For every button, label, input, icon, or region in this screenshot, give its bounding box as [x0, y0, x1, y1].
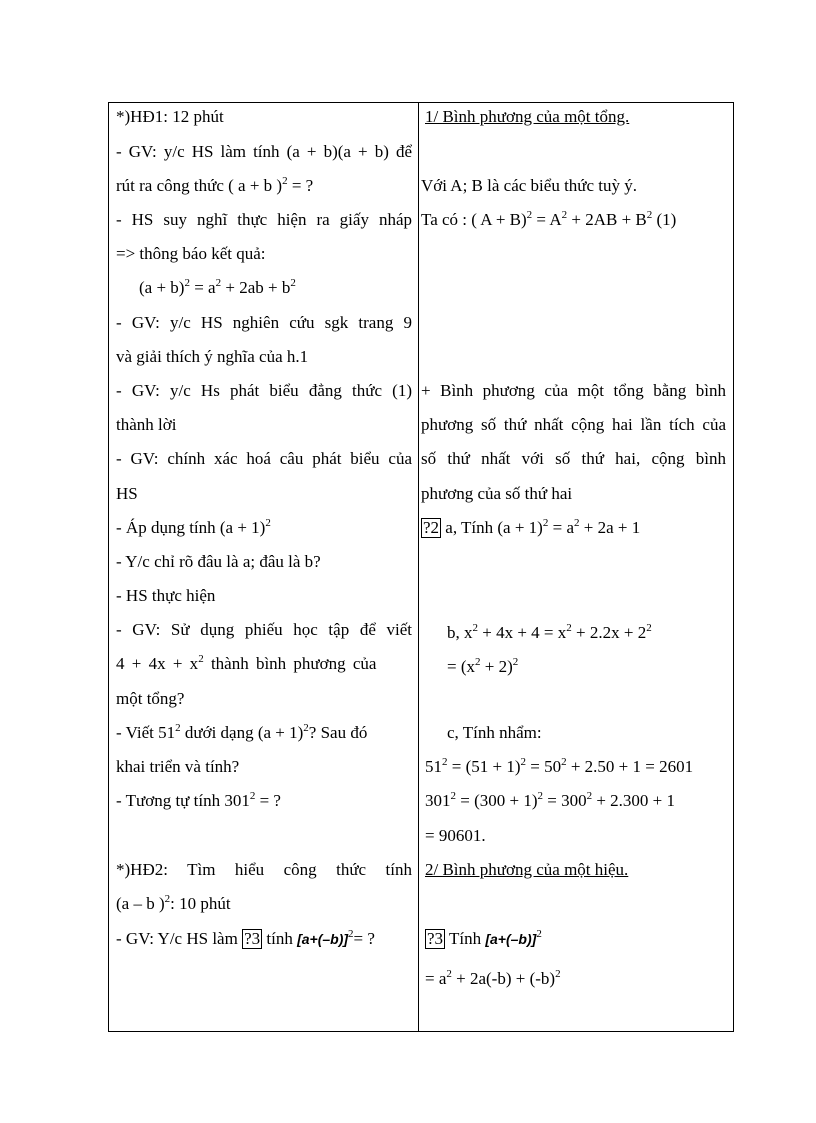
- lesson-table: [108, 102, 734, 1032]
- right-line: Với A; B là các biểu thức tuỳ ý.: [421, 176, 638, 195]
- activity-1-heading: *)HĐ1: 12 phút: [116, 107, 224, 126]
- right-line: = $a^2 + 2a(-b) + (-b)^2$: [425, 968, 561, 988]
- left-line: - GV: y/c HS nghiên cứu sgk trang 9: [116, 313, 412, 332]
- identity-formula: Ta có : ( $A + B)^2 = A^2 + 2AB + B^2$ (1): [421, 209, 677, 229]
- left-line: rút ra công thức ( a + b )$^2$ = ?: [116, 175, 314, 195]
- left-line: - GV: Y/c HS làm ?3 tính $[a+(-b)]^2=$ ?: [116, 928, 375, 948]
- section-2-heading: 2/ Bình phương của một hiệu.: [425, 860, 629, 879]
- section-1-heading: 1/ Bình phương của một tổng.: [425, 107, 630, 126]
- left-line: thành lời: [116, 415, 177, 434]
- activity-2-heading: *)HĐ2: Tìm hiểu công thức tính: [116, 860, 412, 879]
- left-line: => thông báo kết quả:: [116, 244, 266, 263]
- right-line: phương số thứ nhất cộng hai lần tích của: [421, 415, 726, 434]
- left-line: - Tương tự tính $301^2$ = ?: [116, 790, 281, 810]
- right-line: $51^2 = (51 + 1)^2 = 50^2 + 2.50 + 1 = 2601$: [425, 756, 694, 776]
- column-divider: [418, 103, 419, 1031]
- left-line: - Y/c chỉ rõ đâu là a; đâu là b?: [116, 552, 321, 571]
- expression: [a+(–b)]: [485, 931, 537, 947]
- question-box: ?3: [427, 929, 444, 948]
- question-box: ?2: [423, 518, 440, 537]
- left-line: và giải thích ý nghĩa của h.1: [116, 347, 309, 366]
- left-line: - GV: y/c Hs phát biểu đẳng thức (1): [116, 381, 412, 400]
- right-line: số thứ nhất với số thứ hai, cộng bình: [421, 449, 726, 468]
- right-line: ?3 Tính $[a+(-b)]^2$: [427, 928, 542, 948]
- left-line: HS: [116, 484, 138, 503]
- left-line: - Viết $51^2$ dưới dạng $(a + 1)^2$? Sau đó: [116, 722, 368, 742]
- left-line: - HS suy nghĩ thực hiện ra giấy nháp: [116, 210, 412, 229]
- right-line: phương của số thứ hai: [421, 484, 573, 503]
- right-line: ?2 a, Tính $(a + 1)^2 = a^2 + 2a + 1$: [423, 517, 641, 537]
- left-line: - GV: Sử dụng phiếu học tập để viết: [116, 620, 412, 639]
- left-line: - GV: chính xác hoá câu phát biểu của: [116, 449, 412, 468]
- right-line: = 90601.: [425, 826, 486, 845]
- right-line: + Bình phương của một tổng bằng bình: [421, 381, 726, 400]
- left-line: - HS thực hiện: [116, 586, 216, 605]
- left-line: (a – b )$^2$: 10 phút: [116, 893, 231, 913]
- left-line: $4 + 4x + x^2$ thành bình phương của: [116, 653, 377, 673]
- right-line: c, Tính nhẩm:: [447, 723, 542, 742]
- right-line: b, $x^2 + 4x + 4 = x^2 + 2.2x + 2^2$: [447, 622, 652, 642]
- left-line: - GV: y/c HS làm tính (a + b)(a + b) để: [116, 142, 412, 161]
- right-line: $301^2 = (300 + 1)^2 = 300^2 + 2.300 + 1$: [425, 790, 676, 810]
- left-line: khai triển và tính?: [116, 757, 240, 776]
- expression: [a+(–b)]: [297, 931, 349, 947]
- left-line: một tổng?: [116, 689, 185, 708]
- question-box: ?3: [244, 929, 261, 948]
- formula-result: $(a + b)^2 = a^2 + 2ab + b^2$: [139, 277, 296, 297]
- left-line: - Áp dụng tính $(a + 1)^2$: [116, 517, 271, 537]
- right-line: = $(x^2 + 2)^2$: [447, 656, 519, 676]
